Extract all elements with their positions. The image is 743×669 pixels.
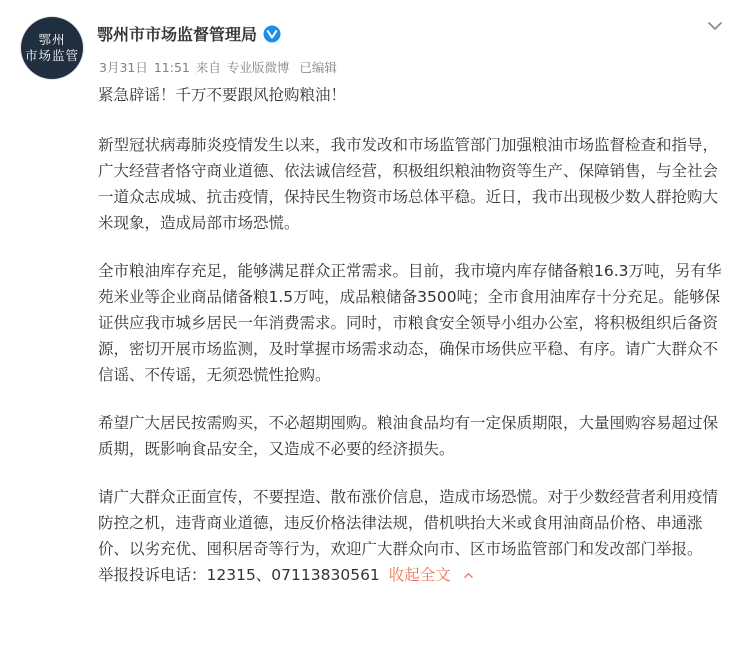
chevron-up-icon[interactable] <box>464 571 473 580</box>
avatar-text-line-2: 市场监管 <box>24 48 79 63</box>
post-content <box>98 82 728 588</box>
avatar-text-line-1: 鄂州 <box>38 32 66 47</box>
post-date[interactable]: 3月31日 <box>99 60 148 75</box>
post-paragraph-3: 希望广大居民按需购买，不必超期囤购。粮油食品均有一定保质期限，大量囤购容易超过保质期，既影响食品安全，又造成不必要的经济损失。 <box>98 414 719 458</box>
account-name[interactable]: 鄂州市市场监督管理局 <box>97 25 258 44</box>
hotline-line <box>98 562 728 588</box>
verified-badge-icon <box>263 25 281 43</box>
post-meta <box>99 58 337 76</box>
post-time[interactable]: 11:51 <box>153 59 190 75</box>
post-source-prefix: 来自 <box>195 60 221 75</box>
account-header <box>97 22 281 45</box>
post-paragraph-2: 全市粮油库存充足，能够满足群众正常需求。目前，我市境内库存储备粮16.3万吨，另有华苑米业等企业商品储备粮1.5万吨，成品粮储备3500吨；全市食用油库存十分充足。能够保证供应我市城乡居民一年消费需求。同时，市粮食安全领导小组办公室，将积极组织后备资源，密切开展市场监测，及时掌握市场需求动态，确保市场供应平稳、有序。请广大群众不信谣、不传谣，无须恐慌性抢购。 <box>98 262 722 384</box>
post-headline: 紧急辟谣！千万不要跟风抢购粮油！ <box>98 86 347 104</box>
edited-label: 已编辑 <box>299 60 337 75</box>
collapse-full-text-link[interactable]: 收起全文 <box>388 566 451 584</box>
hotline-text: 举报投诉电话：12315、07113830561 <box>98 566 380 584</box>
chevron-down-icon[interactable] <box>707 20 723 32</box>
post-source[interactable]: 专业版微博 <box>226 60 290 75</box>
post-paragraph-1: 新型冠状病毒肺炎疫情发生以来，我市发改和市场监管部门加强粮油市场监督检查和指导，广大经营者恪守商业道德、依法诚信经营，积极组织粮油物资等生产、保障销售，与全社会一道众志成城、抗击疫情，保持民生物资市场总体平稳。近日，我市出现极少数人群抢购大米现象，造成局部市场恐慌。 <box>98 136 719 232</box>
avatar[interactable] <box>21 17 83 79</box>
post-paragraph-4: 请广大群众正面宣传，不要捏造、散布涨价信息，造成市场恐慌。对于少数经营者利用疫情防控之机，违背商业道德，违反价格法律法规，借机哄抬大米或食用油商品价格、串通涨价、以劣充优、囤积居奇等行为，欢迎广大群众向市、区市场监管部门和发改部门举报。 <box>98 488 719 558</box>
